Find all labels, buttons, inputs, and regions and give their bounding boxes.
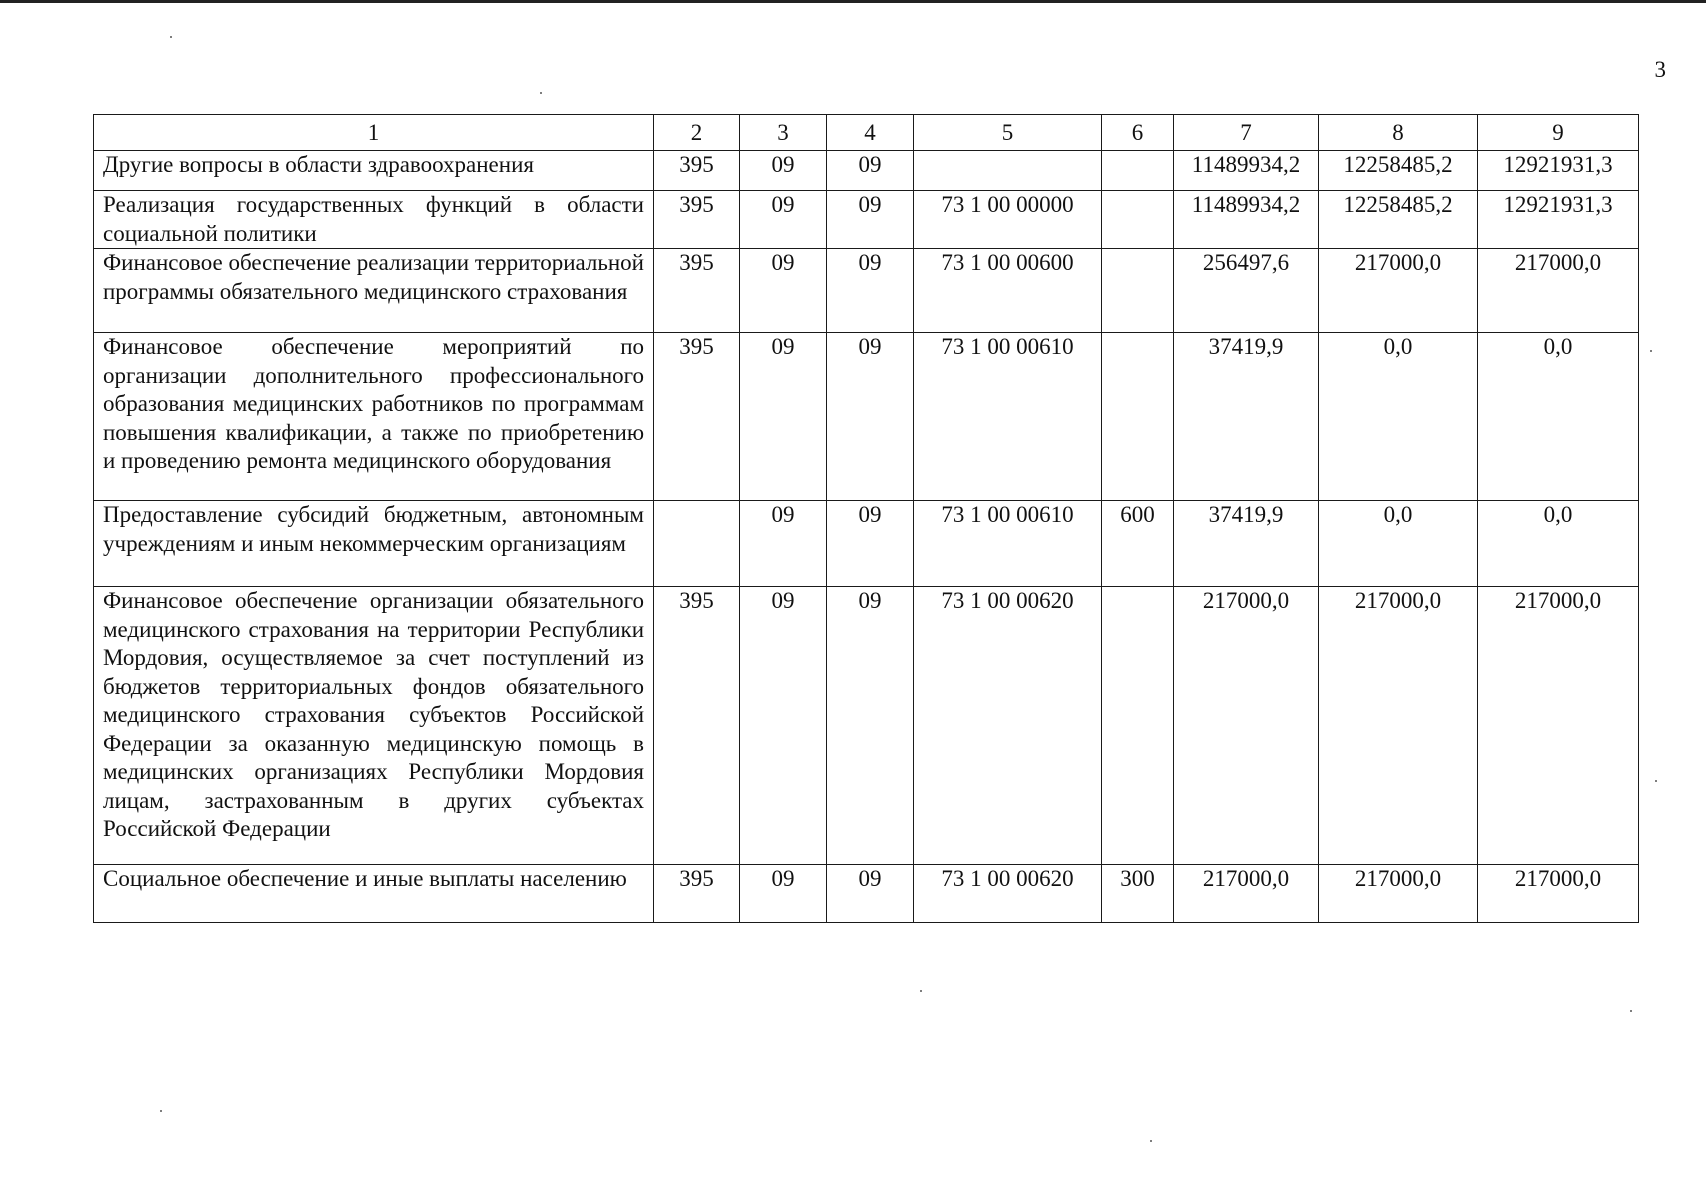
pr-cell: 09 bbox=[827, 191, 914, 249]
amount-year2-cell: 0,0 bbox=[1319, 501, 1478, 587]
vr-cell bbox=[1102, 333, 1174, 501]
table-row bbox=[94, 151, 1639, 191]
row-name-cell: Реализация государственных функций в области социальной политики bbox=[94, 191, 654, 249]
amount-year1-cell: 11489934,2 bbox=[1174, 191, 1319, 249]
table-row bbox=[94, 333, 1639, 501]
page-number: 3 bbox=[1654, 57, 1666, 82]
amount-year3-cell: 217000,0 bbox=[1478, 865, 1639, 923]
table-row bbox=[94, 249, 1639, 333]
amount-year3-cell: 12921931,3 bbox=[1478, 151, 1639, 191]
rz-cell: 09 bbox=[740, 191, 827, 249]
amount-year1-cell: 217000,0 bbox=[1174, 865, 1319, 923]
csr-cell: 73 1 00 00610 bbox=[914, 501, 1102, 587]
amount-year3-cell: 12921931,3 bbox=[1478, 191, 1639, 249]
table-row bbox=[94, 587, 1639, 865]
gr-cell: 395 bbox=[654, 191, 740, 249]
amount-year2-cell: 12258485,2 bbox=[1319, 191, 1478, 249]
rz-cell: 09 bbox=[740, 587, 827, 865]
header-cell: 2 bbox=[654, 115, 740, 151]
rz-cell: 09 bbox=[740, 333, 827, 501]
amount-year2-cell: 217000,0 bbox=[1319, 249, 1478, 333]
vr-cell: 600 bbox=[1102, 501, 1174, 587]
header-cell: 3 bbox=[740, 115, 827, 151]
rz-cell: 09 bbox=[740, 151, 827, 191]
row-name-cell: Финансовое обеспечение организации обязательного медицинского страхования на территории Республики Мордовия, осуществляемое за счет поступлений из бюджетов территориальных фондов обязательного медицинского страхования субъектов Российской Федерации за оказанную медицинскую помощь в медицинских организациях Республики Мордовия лицам, застрахованным в других субъектах Российской Федерации bbox=[94, 587, 654, 865]
amount-year1-cell: 37419,9 bbox=[1174, 501, 1319, 587]
pr-cell: 09 bbox=[827, 249, 914, 333]
scan-speck bbox=[1150, 1140, 1152, 1142]
row-name-cell: Другие вопросы в области здравоохранения bbox=[94, 151, 654, 191]
pr-cell: 09 bbox=[827, 501, 914, 587]
gr-cell bbox=[654, 501, 740, 587]
pr-cell: 09 bbox=[827, 587, 914, 865]
table-row bbox=[94, 501, 1639, 587]
amount-year2-cell: 217000,0 bbox=[1319, 587, 1478, 865]
header-cell: 8 bbox=[1319, 115, 1478, 151]
scan-speck bbox=[1650, 350, 1652, 352]
amount-year3-cell: 217000,0 bbox=[1478, 249, 1639, 333]
csr-cell: 73 1 00 00620 bbox=[914, 865, 1102, 923]
row-name-cell: Социальное обеспечение и иные выплаты населению bbox=[94, 865, 654, 923]
pr-cell: 09 bbox=[827, 151, 914, 191]
table-header-row bbox=[94, 115, 1639, 151]
amount-year3-cell: 0,0 bbox=[1478, 333, 1639, 501]
scan-speck bbox=[1630, 1010, 1632, 1012]
csr-cell bbox=[914, 151, 1102, 191]
amount-year3-cell: 217000,0 bbox=[1478, 587, 1639, 865]
amount-year1-cell: 37419,9 bbox=[1174, 333, 1319, 501]
vr-cell bbox=[1102, 191, 1174, 249]
rz-cell: 09 bbox=[740, 501, 827, 587]
header-cell: 1 bbox=[94, 115, 654, 151]
scan-speck bbox=[170, 36, 172, 38]
scan-speck bbox=[540, 92, 542, 94]
rz-cell: 09 bbox=[740, 865, 827, 923]
amount-year2-cell: 217000,0 bbox=[1319, 865, 1478, 923]
header-cell: 7 bbox=[1174, 115, 1319, 151]
header-cell: 5 bbox=[914, 115, 1102, 151]
header-cell: 4 bbox=[827, 115, 914, 151]
scan-speck bbox=[920, 990, 922, 992]
vr-cell bbox=[1102, 249, 1174, 333]
gr-cell: 395 bbox=[654, 865, 740, 923]
csr-cell: 73 1 00 00600 bbox=[914, 249, 1102, 333]
row-name-cell: Финансовое обеспечение мероприятий по организации дополнительного профессионального образования медицинских работников по программам повышения квалификации, а также по приобретению и проведению ремонта медицинского оборудования bbox=[94, 333, 654, 501]
pr-cell: 09 bbox=[827, 865, 914, 923]
vr-cell bbox=[1102, 587, 1174, 865]
amount-year3-cell: 0,0 bbox=[1478, 501, 1639, 587]
vr-cell bbox=[1102, 151, 1174, 191]
rz-cell: 09 bbox=[740, 249, 827, 333]
pr-cell: 09 bbox=[827, 333, 914, 501]
gr-cell: 395 bbox=[654, 249, 740, 333]
row-name-cell: Предоставление субсидий бюджетным, автономным учреждениям и иным некоммерческим организациям bbox=[94, 501, 654, 587]
scan-speck bbox=[160, 1110, 162, 1112]
amount-year1-cell: 217000,0 bbox=[1174, 587, 1319, 865]
budget-table bbox=[93, 114, 1639, 923]
header-cell: 6 bbox=[1102, 115, 1174, 151]
amount-year1-cell: 256497,6 bbox=[1174, 249, 1319, 333]
amount-year1-cell: 11489934,2 bbox=[1174, 151, 1319, 191]
amount-year2-cell: 12258485,2 bbox=[1319, 151, 1478, 191]
csr-cell: 73 1 00 00610 bbox=[914, 333, 1102, 501]
row-name-cell: Финансовое обеспечение реализации территориальной программы обязательного медицинского страхования bbox=[94, 249, 654, 333]
scan-speck bbox=[1655, 780, 1657, 782]
header-cell: 9 bbox=[1478, 115, 1639, 151]
scan-top-edge bbox=[0, 0, 1706, 3]
gr-cell: 395 bbox=[654, 333, 740, 501]
table-row bbox=[94, 865, 1639, 923]
csr-cell: 73 1 00 00000 bbox=[914, 191, 1102, 249]
amount-year2-cell: 0,0 bbox=[1319, 333, 1478, 501]
gr-cell: 395 bbox=[654, 151, 740, 191]
csr-cell: 73 1 00 00620 bbox=[914, 587, 1102, 865]
table-row bbox=[94, 191, 1639, 249]
gr-cell: 395 bbox=[654, 587, 740, 865]
vr-cell: 300 bbox=[1102, 865, 1174, 923]
